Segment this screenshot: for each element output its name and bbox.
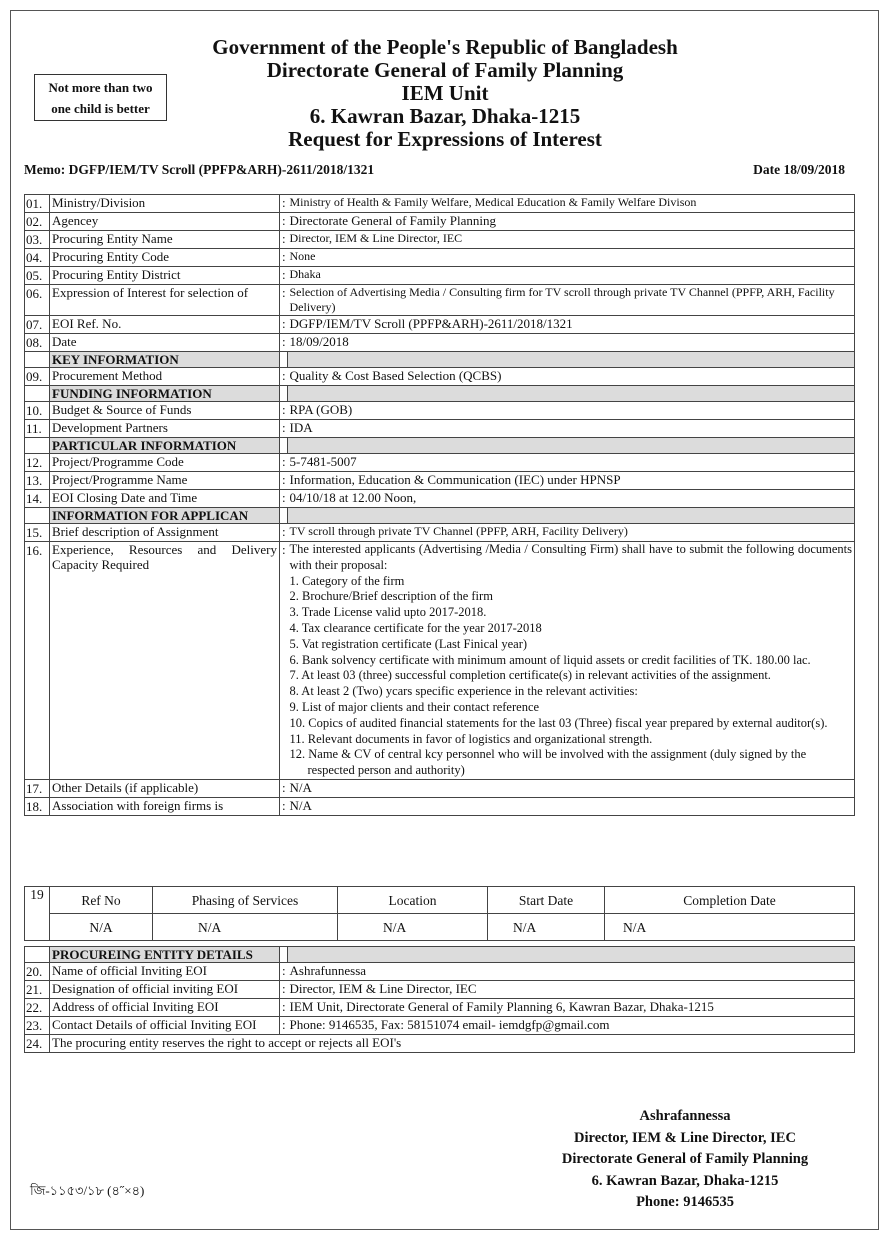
- section-spacer: [25, 508, 50, 524]
- phasing-value: N/A: [153, 914, 338, 941]
- row-number: 14.: [25, 490, 50, 508]
- table-row: [25, 981, 855, 999]
- row-value: 04/10/18 at 12.00 Noon,: [288, 490, 855, 508]
- row-colon: :: [280, 454, 288, 472]
- section-heading: INFORMATION FOR APPLICAN: [50, 508, 280, 524]
- signature-block: [540, 1106, 830, 1214]
- row-colon: :: [280, 368, 288, 386]
- section-spacer: [25, 947, 50, 963]
- row-label: Procurement Method: [50, 368, 280, 386]
- row-colon: :: [280, 231, 288, 249]
- row-number: 03.: [25, 231, 50, 249]
- section-spacer: [25, 386, 50, 402]
- row-value: Quality & Cost Based Selection (QCBS): [288, 368, 855, 386]
- row-label: Date: [50, 334, 280, 352]
- row-value: TV scroll through private TV Channel (PPFP, ARH, Facility Delivery): [288, 524, 855, 542]
- row-label: Designation of official inviting EOI: [50, 981, 280, 999]
- table-row: [25, 524, 855, 542]
- section-heading: FUNDING INFORMATION: [50, 386, 280, 402]
- row-colon: :: [280, 981, 288, 999]
- required-documents-list: [290, 574, 853, 779]
- section-spacer: [280, 947, 288, 963]
- header-directorate: Directorate General of Family Planning: [266, 58, 624, 82]
- row-colon: :: [280, 472, 288, 490]
- row-number: 05.: [25, 267, 50, 285]
- row-label: Agencey: [50, 213, 280, 231]
- section-spacer: [25, 438, 50, 454]
- section-heading: PARTICULAR INFORMATION: [50, 438, 280, 454]
- row-number: 12.: [25, 454, 50, 472]
- section-heading-row: [25, 386, 855, 402]
- row-colon: :: [280, 402, 288, 420]
- list-item: 9. List of major clients and their contact reference: [289, 699, 540, 714]
- list-item: 10. Copics of audited financial statements for the last 03 (Three) fiscal year prepared by external auditor(s).: [289, 715, 828, 730]
- document-header: [140, 36, 750, 151]
- row-colon: :: [280, 963, 288, 981]
- memo-number: Memo: DGFP/IEM/TV Scroll (PPFP&ARH)-2611/2018/1321: [24, 162, 375, 177]
- row-colon: :: [280, 213, 288, 231]
- row-number: 09.: [25, 368, 50, 386]
- signatory-title: Director, IEM & Line Director, IEC: [574, 1129, 796, 1146]
- row-value: None: [288, 249, 855, 267]
- row-colon: :: [280, 334, 288, 352]
- row-label: Brief description of Assignment: [50, 524, 280, 542]
- table-row: [25, 454, 855, 472]
- section-heading: PROCUREING ENTITY DETAILS: [50, 947, 280, 963]
- header-title: Request for Expressions of Interest: [288, 127, 602, 151]
- row-colon: :: [280, 420, 288, 438]
- section-spacer: [280, 386, 288, 402]
- row-value: Director, IEM & Line Director, IEC: [288, 981, 855, 999]
- table-row: [25, 542, 855, 780]
- table-row: [25, 285, 855, 316]
- list-item: 3. Trade License valid upto 2017-2018.: [289, 605, 487, 620]
- row-value: N/A: [288, 797, 855, 815]
- table-row: [25, 420, 855, 438]
- row-value: N/A: [288, 779, 855, 797]
- row-label: Other Details (if applicable): [50, 779, 280, 797]
- row-colon: :: [280, 797, 288, 815]
- section-fill: [288, 947, 855, 963]
- row-label: Ministry/Division: [50, 195, 280, 213]
- row-colon: :: [280, 779, 288, 797]
- header-government: Government of the People's Republic of Bangladesh: [212, 35, 678, 59]
- row-number: 22.: [25, 999, 50, 1017]
- table-row: [25, 368, 855, 386]
- row-label: EOI Closing Date and Time: [50, 490, 280, 508]
- eoi-details-table: [24, 194, 855, 816]
- row-label: Procuring Entity District: [50, 267, 280, 285]
- row-value: Ministry of Health & Family Welfare, Medical Education & Family Welfare Divison: [288, 195, 855, 213]
- row-number: 04.: [25, 249, 50, 267]
- section-spacer: [280, 508, 288, 524]
- phasing-header: Ref No: [50, 887, 153, 914]
- row-label: Name of official Inviting EOI: [50, 963, 280, 981]
- row-label: Development Partners: [50, 420, 280, 438]
- row-colon: :: [280, 249, 288, 267]
- row-label: Procuring Entity Name: [50, 231, 280, 249]
- row-label: EOI Ref. No.: [50, 316, 280, 334]
- table-row: [25, 267, 855, 285]
- table-row: [25, 1035, 855, 1053]
- row-value: IEM Unit, Directorate General of Family Planning 6, Kawran Bazar, Dhaka-1215: [288, 999, 855, 1017]
- row-number: 20.: [25, 963, 50, 981]
- signatory-address: 6. Kawran Bazar, Dhaka-1215: [591, 1172, 779, 1189]
- signatory-name: Ashrafannessa: [639, 1108, 731, 1124]
- row-label: Budget & Source of Funds: [50, 402, 280, 420]
- row-value: Directorate General of Family Planning: [288, 213, 855, 231]
- section-spacer: [280, 438, 288, 454]
- row-value: 18/09/2018: [288, 334, 855, 352]
- table-row: [25, 213, 855, 231]
- row-number: 23.: [25, 1017, 50, 1035]
- phasing-value: N/A: [50, 914, 153, 941]
- row-label: Project/Programme Name: [50, 472, 280, 490]
- footer-code: জি-১১৫৩/১৮ (৪˝×৪): [30, 1183, 145, 1198]
- row-colon: :: [280, 316, 288, 334]
- phasing-header: Start Date: [488, 887, 605, 914]
- row-number: 07.: [25, 316, 50, 334]
- list-item: 1. Category of the firm: [289, 573, 405, 588]
- table-row: [25, 195, 855, 213]
- section-heading-row: [25, 947, 855, 963]
- row-value: Director, IEM & Line Director, IEC: [288, 231, 855, 249]
- documents-intro: The interested applicants (Advertising /Media / Consulting Firm) shall have to submit the following documents with their proposal:: [289, 542, 852, 572]
- table-row: [25, 249, 855, 267]
- table-row: [25, 797, 855, 815]
- row-colon: :: [280, 490, 288, 508]
- section-spacer: [25, 352, 50, 368]
- table-row: [25, 490, 855, 508]
- section-fill: [288, 386, 855, 402]
- list-item: 8. At least 2 (Two) ycars specific experience in the relevant activities:: [289, 684, 638, 699]
- section-heading-row: [25, 352, 855, 368]
- phasing-header: Phasing of Services: [153, 887, 338, 914]
- section-heading: KEY INFORMATION: [50, 352, 280, 368]
- row-number: 10.: [25, 402, 50, 420]
- table-row: [25, 999, 855, 1017]
- row-label: Expression of Interest for selection of: [50, 285, 280, 316]
- row-colon: :: [280, 195, 288, 213]
- row-value: DGFP/IEM/TV Scroll (PPFP&ARH)-2611/2018/1321: [288, 316, 855, 334]
- header-address: 6. Kawran Bazar, Dhaka-1215: [309, 104, 581, 128]
- row-label: Procuring Entity Code: [50, 249, 280, 267]
- signatory-org: Directorate General of Family Planning: [561, 1151, 809, 1167]
- row-number: 17.: [25, 779, 50, 797]
- row-label: Address of official Inviting EOI: [50, 999, 280, 1017]
- header-unit: IEM Unit: [401, 81, 489, 105]
- table-row: [25, 1017, 855, 1035]
- row-colon: :: [280, 285, 288, 316]
- row-value: Phone: 9146535, Fax: 58151074 email- iemdgfp@gmail.com: [288, 1017, 855, 1035]
- phasing-value: N/A: [338, 914, 488, 941]
- row-number: 18.: [25, 797, 50, 815]
- list-item: 5. Vat registration certificate (Last Finical year): [289, 636, 528, 651]
- table-row: [25, 402, 855, 420]
- row-number: 02.: [25, 213, 50, 231]
- row-value: 5-7481-5007: [288, 454, 855, 472]
- phasing-value: N/A: [605, 914, 855, 941]
- slogan-line-2: one child is better: [51, 101, 150, 116]
- row-value: RPA (GOB): [288, 402, 855, 420]
- table-row: [25, 316, 855, 334]
- row-colon: :: [280, 1017, 288, 1035]
- list-item: 12. Name & CV of central kcy personnel who will be involved with the assignment (duly signed by the respected person and authority): [289, 747, 807, 778]
- section-spacer: [280, 352, 288, 368]
- section-fill: [288, 438, 855, 454]
- list-item: 2. Brochure/Brief description of the firm: [289, 589, 493, 604]
- table-row: [25, 963, 855, 981]
- row-label: Contact Details of official Inviting EOI: [50, 1017, 280, 1035]
- section-heading-row: [25, 508, 855, 524]
- row-value: IDA: [288, 420, 855, 438]
- memo-date: Date 18/09/2018: [753, 162, 845, 177]
- phasing-header: Location: [338, 887, 488, 914]
- row-number: 13.: [25, 472, 50, 490]
- phasing-value: N/A: [488, 914, 605, 941]
- row-label: Project/Programme Code: [50, 454, 280, 472]
- table-row: [25, 231, 855, 249]
- list-item: 6. Bank solvency certificate with minimum amount of liquid assets or credit facilities of TK. 180.00 lac.: [289, 652, 811, 667]
- section-fill: [288, 508, 855, 524]
- row-number: 01.: [25, 195, 50, 213]
- section-heading-row: [25, 438, 855, 454]
- row-value: Dhaka: [288, 267, 855, 285]
- row-number: 21.: [25, 981, 50, 999]
- list-item: 4. Tax clearance certificate for the year 2017-2018: [289, 620, 542, 635]
- row-number: 08.: [25, 334, 50, 352]
- row-label: Experience, Resources and Delivery Capacity Required: [50, 542, 280, 780]
- phasing-row-no: 19: [25, 887, 50, 941]
- slogan-line-1: Not more than two: [48, 80, 153, 95]
- phasing-table: [24, 886, 855, 941]
- row-colon: :: [280, 267, 288, 285]
- table-row: [25, 779, 855, 797]
- row-number: 16.: [25, 542, 50, 780]
- list-item: 11. Relevant documents in favor of logistics and organizational strength.: [289, 731, 653, 746]
- row-value: Information, Education & Communication (IEC) under HPNSP: [288, 472, 855, 490]
- row-colon: :: [280, 542, 288, 780]
- signatory-phone: Phone: 9146535: [636, 1194, 734, 1210]
- row-number: 15.: [25, 524, 50, 542]
- row-label: Association with foreign firms is: [50, 797, 280, 815]
- row-value: Selection of Advertising Media / Consulting firm for TV scroll through private TV Channel (PPFP, ARH, Facility Delivery): [288, 285, 855, 316]
- list-item: 7. At least 03 (three) successful completion certificate(s) in relevant activities of the assignment.: [289, 668, 771, 683]
- section-fill: [288, 352, 855, 368]
- row-value: [288, 542, 855, 780]
- row-colon: :: [280, 524, 288, 542]
- procuring-entity-table: [24, 946, 855, 1053]
- row-number: 06.: [25, 285, 50, 316]
- row-colon: :: [280, 999, 288, 1017]
- row-number: 11.: [25, 420, 50, 438]
- row-number: 24.: [25, 1035, 50, 1053]
- table-row: [25, 472, 855, 490]
- reservation-note: The procuring entity reserves the right to accept or rejects all EOI's: [50, 1035, 855, 1053]
- table-row: [25, 334, 855, 352]
- phasing-header: Completion Date: [605, 887, 855, 914]
- row-value: Ashrafunnessa: [288, 963, 855, 981]
